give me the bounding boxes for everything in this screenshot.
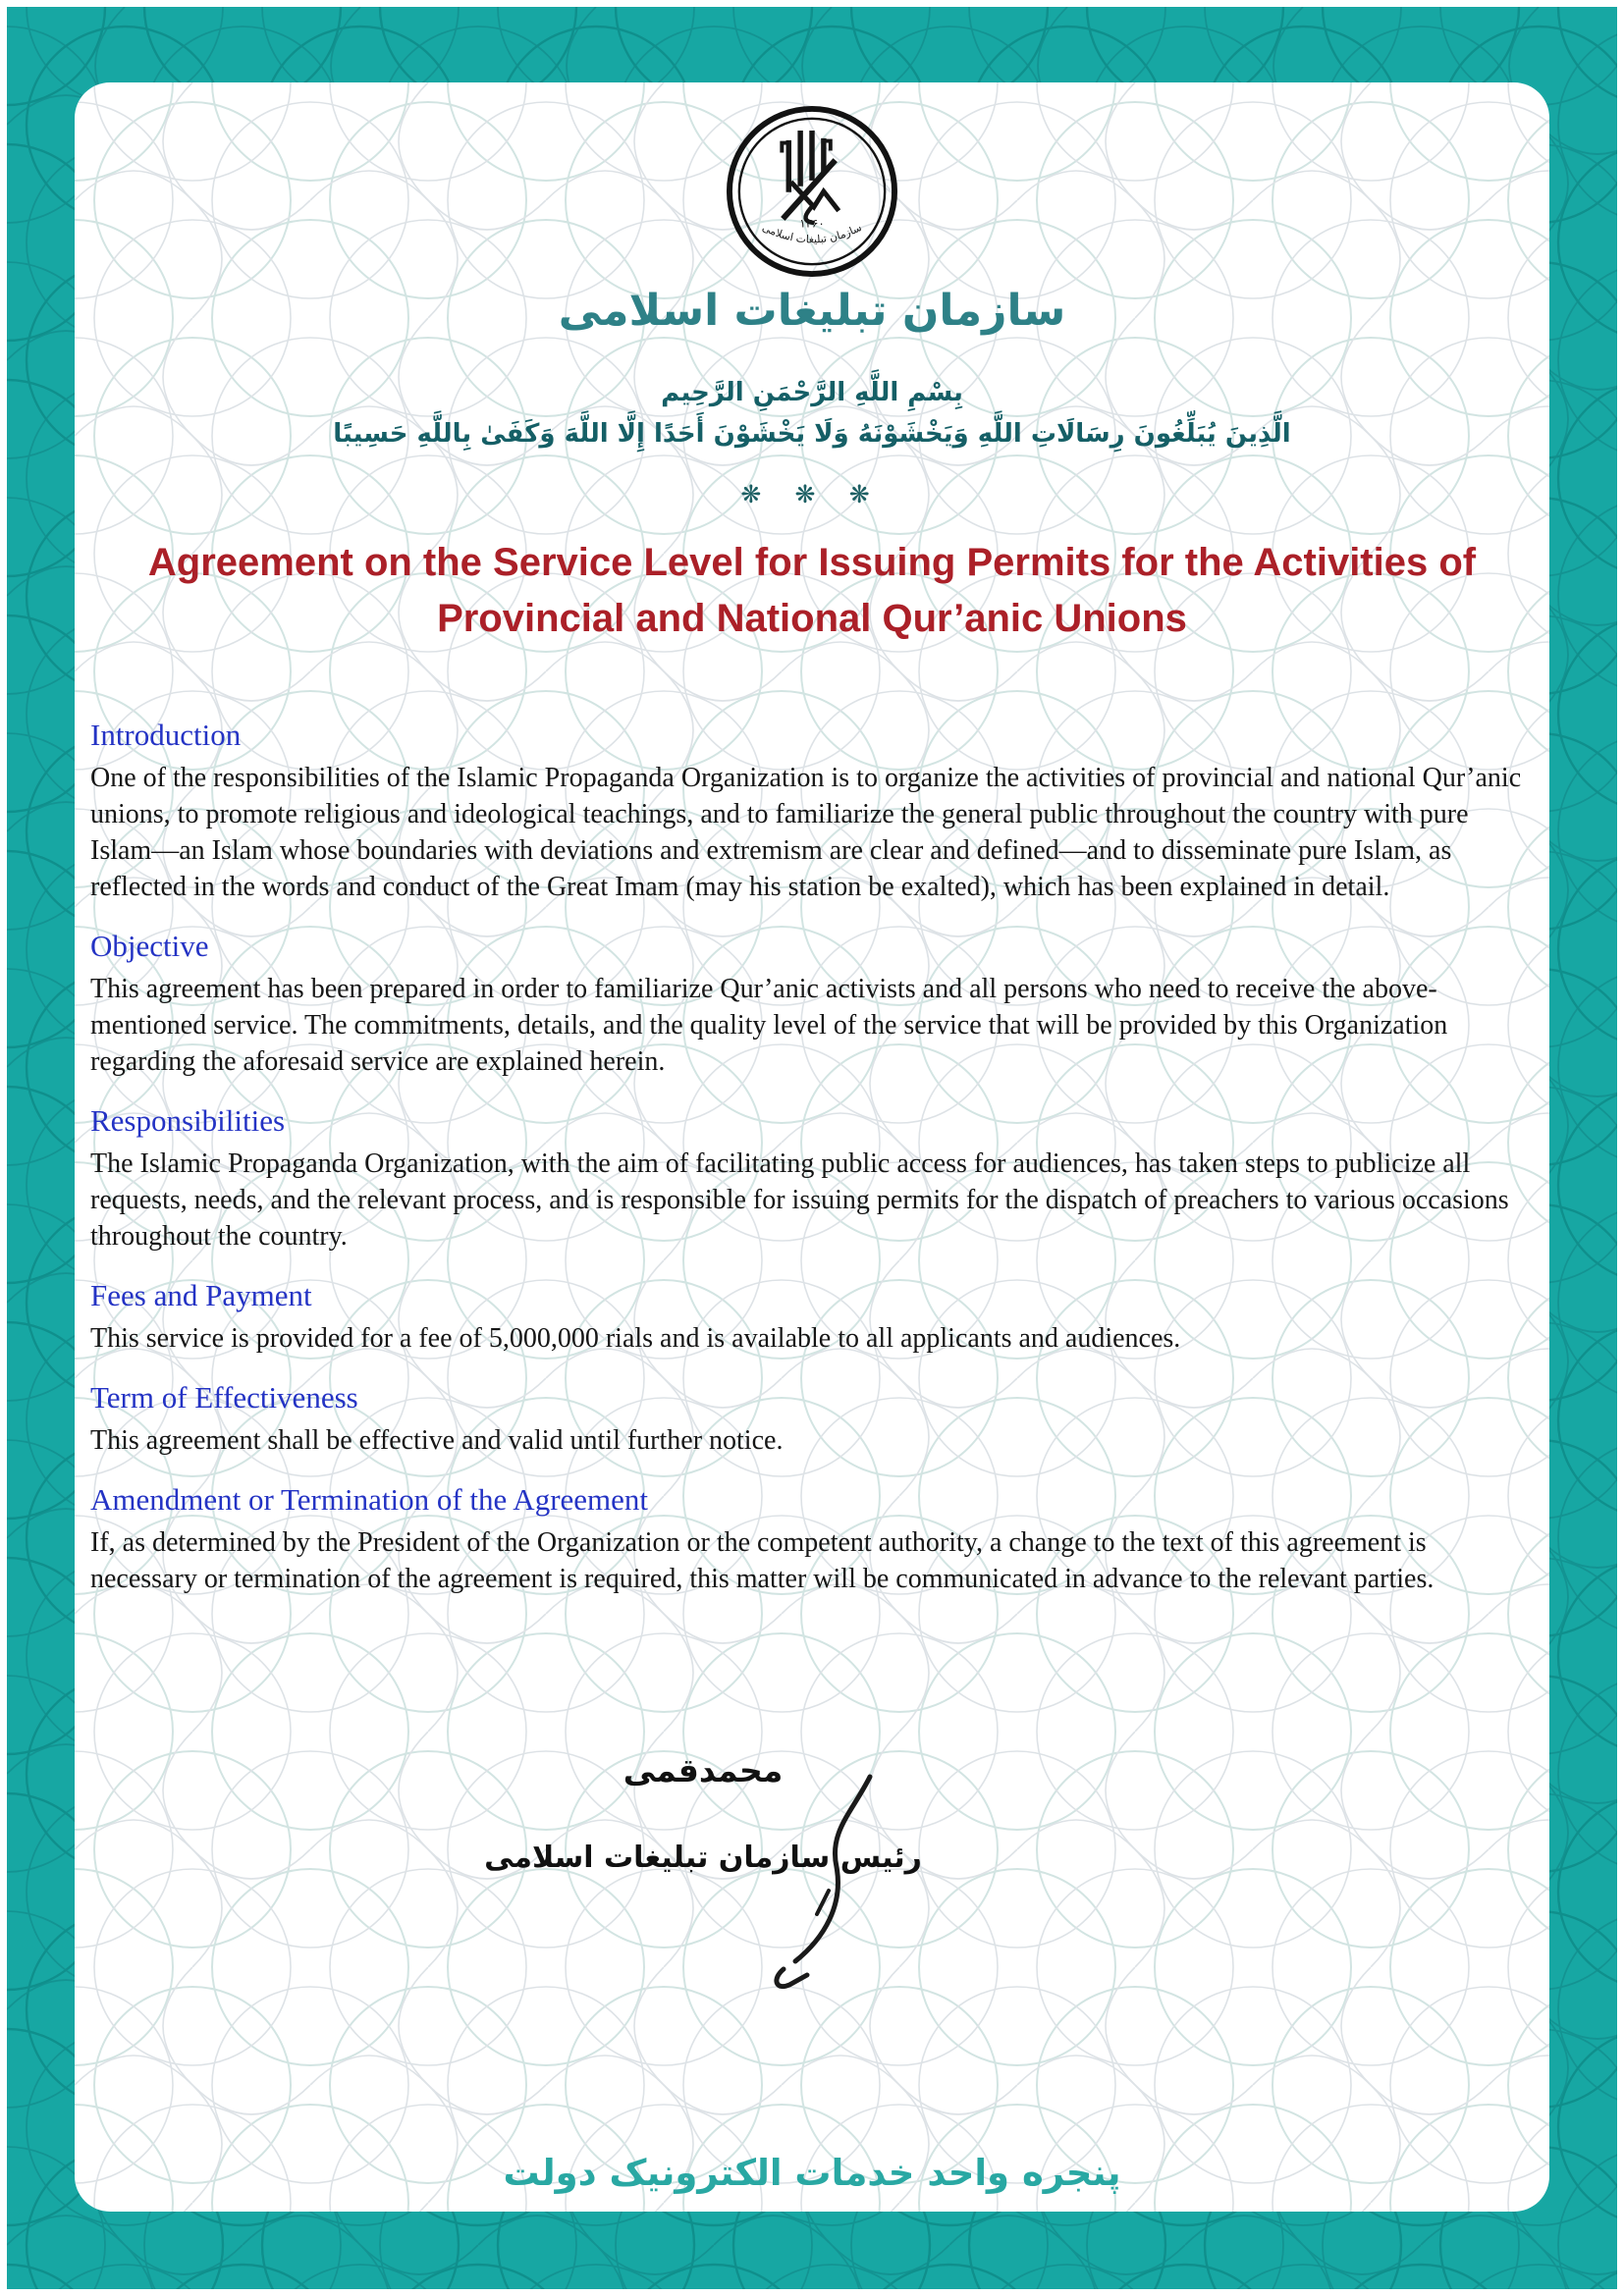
signature-name: محمدقمی: [623, 1751, 784, 1789]
section-heading: Fees and Payment: [90, 1278, 312, 1312]
logo-arc-text: سازمان تبلیغات اسلامی: [760, 221, 864, 246]
document-title: Agreement on the Service Level for Issuing Permits for the Activities of Provincial and National Qur’anic Unions: [147, 541, 1477, 640]
org-calligraphy: سازمان تبلیغات اسلامی: [558, 286, 1066, 336]
section-body: The Islamic Propaganda Organization, with the aim of facilitating public access for audiences, has taken steps to publicize all requests, needs, and the relevant process, and is responsible for issuing permits for the dispatch of preachers to various occasions throughout the country.: [90, 1148, 1509, 1252]
section-amendment-termination: [90, 1480, 1534, 1597]
logo-year: ۱۳۶۰: [799, 216, 825, 231]
section-body: This service is provided for a fee of 5,000,000 rials and is available to all applicants and audiences.: [90, 1323, 1181, 1354]
sections: [90, 716, 1534, 1597]
signature-scribble: [723, 1769, 978, 2063]
signature-block: [399, 1751, 1007, 1875]
section-introduction: [90, 716, 1534, 905]
footer-banner-text: پنجره واحد خدمات الکترونیک دولت: [503, 2152, 1121, 2194]
bismillah-text: بِسْمِ اللَّهِ الرَّحْمَنِ الرَّحِيم: [661, 378, 963, 407]
section-responsibilities: [90, 1101, 1534, 1255]
section-term-effectiveness: [90, 1378, 1534, 1459]
section-heading: Introduction: [90, 718, 242, 752]
signature-role: رئیس سازمان تبلیغات اسلامی: [484, 1841, 922, 1875]
section-heading: Objective: [90, 929, 209, 963]
section-objective: [90, 927, 1534, 1080]
section-heading: Responsibilities: [90, 1103, 286, 1138]
section-body: This agreement shall be effective and valid until further notice.: [90, 1425, 784, 1456]
section-body: This agreement has been prepared in order to familiarize Qur’anic activists and all persons who need to receive the above-mentioned service. The commitments, details, and the quality level of the service that will be provided by this Organization regarding the aforesaid service are explained herein.: [90, 974, 1448, 1077]
section-fees-payment: [90, 1276, 1534, 1357]
section-body: If, as determined by the President of the Organization or the competent authority, a change to the text of this agreement is necessary or termination of the agreement is required, this matter will be communicated in advance to the relevant parties.: [90, 1527, 1435, 1594]
ornament-divider: ❋ ❋ ❋: [740, 482, 884, 508]
section-heading: Term of Effectiveness: [90, 1380, 358, 1415]
quran-verse: الَّذِينَ يُبَلِّغُونَ رِسَالَاتِ اللَّهِ وَيَخْشَوْنَهُ وَلَا يَخْشَوْنَ أَحَدًا إِلَّا اللَّهَ وَكَفَىٰ بِاللَّهِ حَسِيبًا: [333, 419, 1291, 449]
section-heading: Amendment or Termination of the Agreement: [90, 1482, 649, 1517]
document-card: [75, 82, 1549, 2212]
card-content: [75, 104, 1549, 2212]
org-logo: [725, 104, 899, 284]
allah-kufic-calligraphy: [782, 133, 837, 223]
section-body: One of the responsibilities of the Islamic Propaganda Organization is to organize the activities of provincial and national Qur’anic unions, to promote religious and ideological teachings, and to familiarize the general public throughout the country with pure Islam—an Islam whose boundaries with deviations and extremism are clear and defined—and to disseminate pure Islam, as reflected in the words and conduct of the Great Imam (may his station be exalted), which has been explained in detail.: [90, 763, 1522, 902]
